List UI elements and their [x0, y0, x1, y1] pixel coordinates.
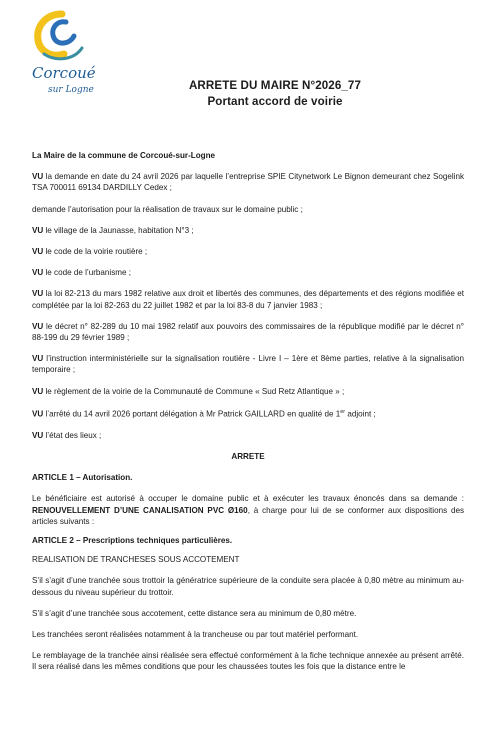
logo-subname: sur Logne [48, 85, 94, 95]
signatory-line: La Maire de la commune de Corcoué-sur-Logne [32, 151, 216, 160]
logo-name: Corcoué [32, 64, 96, 82]
article-1-title: ARTICLE 1 – Autorisation. [32, 473, 133, 483]
vu-clause-9: VU l’arrêté du 14 avril 2026 portant délégation à Mr Patrick GAILLARD en qualité de 1er adjoint ; [32, 408, 376, 419]
article-2-paragraph-1: S’il s’agit d’une tranchée sous trottoir la génératrice supérieure de la conduite sera placée à 0,80 mètre au minimum au-dessous du niveau supérieur du trottoir. [32, 576, 464, 597]
article-2-paragraph-3: Les tranchées seront réalisées notamment à la trancheuse ou par tout matériel performant. [32, 629, 359, 639]
vu-clause-1: VU la demande en date du 24 avril 2026 par laquelle l’entreprise SPIE Citynetwork Le Bignon demeurant chez Sogelink TSA 700011 69134 DARDILLY Cedex ; [32, 172, 464, 193]
document-subtitle: Portant accord de voirie [207, 95, 343, 108]
demande-line: demande l’autorisation pour la réalisation de travaux sur le domaine public ; [32, 204, 303, 214]
document-body [32, 150, 464, 673]
article-2-title: ARTICLE 2 – Prescriptions techniques particulières. [32, 535, 233, 545]
vu-clause-10: VU l’état des lieux ; [32, 430, 102, 440]
vu-clause-3: VU le code de la voirie routière ; [32, 247, 148, 257]
article-1-text: Le bénéficiaire est autorisé à occuper le domaine public et à exécuter les travaux énoncés dans sa demande : RENOUVELLEMENT D’UNE CANALISATION PVC Ø160, à charge pour lui de se conformer aux dispositions des articles suivants : [32, 494, 465, 526]
corcoue-logo-graphic [22, 8, 104, 98]
vu-clause-6: VU le décret n° 82-289 du 10 mai 1982 relatif aux pouvoirs des commissaires de la république modifié par le décret n° 88-199 du 29 février 1989 ; [32, 321, 465, 343]
article-2-paragraph-4: Le remblayage de la tranchée ainsi réalisée sera effectué conformément à la fiche technique annexée au présent arrêté. Il sera réalisé dans les mêmes conditions que pour les chaussées toutes les fois que la distance entre le [32, 651, 464, 672]
vu-clause-8: VU le règlement de la voirie de la Communauté de Commune « Sud Retz Atlantique » ; [32, 386, 345, 396]
vu-clause-4: VU le code de l’urbanisme ; [32, 268, 131, 278]
document-title-block [150, 78, 400, 110]
vu-clause-2: VU le village de la Jaunasse, habitation N°3 ; [32, 225, 194, 235]
article-2-paragraph-2: S’il s’agit d’une tranchée sous accotement, cette distance sera au minimum de 0,80 mètre. [32, 608, 357, 618]
article-2-subheading: REALISATION DE TRANCHESES SOUS ACCOTEMENT [32, 555, 240, 565]
vu-clause-7: VU l’instruction interministérielle sur la signalisation routière - Livre I – 1ère et 8ème parties, relative à la signalisation temporaire ; [32, 354, 464, 375]
arrete-heading: ARRETE [231, 451, 265, 461]
vu-clause-5: VU la loi 82-213 du mars 1982 relative aux droit et libertés des communes, des départements et des régions modifiée et complétée par la loi 82-263 du 22 juillet 1982 et par la loi 83-8 du 7 janvier 1983 ; [32, 289, 464, 310]
municipal-logo [22, 8, 104, 98]
document-title: ARRETE DU MAIRE N°2026_77 [188, 79, 362, 92]
